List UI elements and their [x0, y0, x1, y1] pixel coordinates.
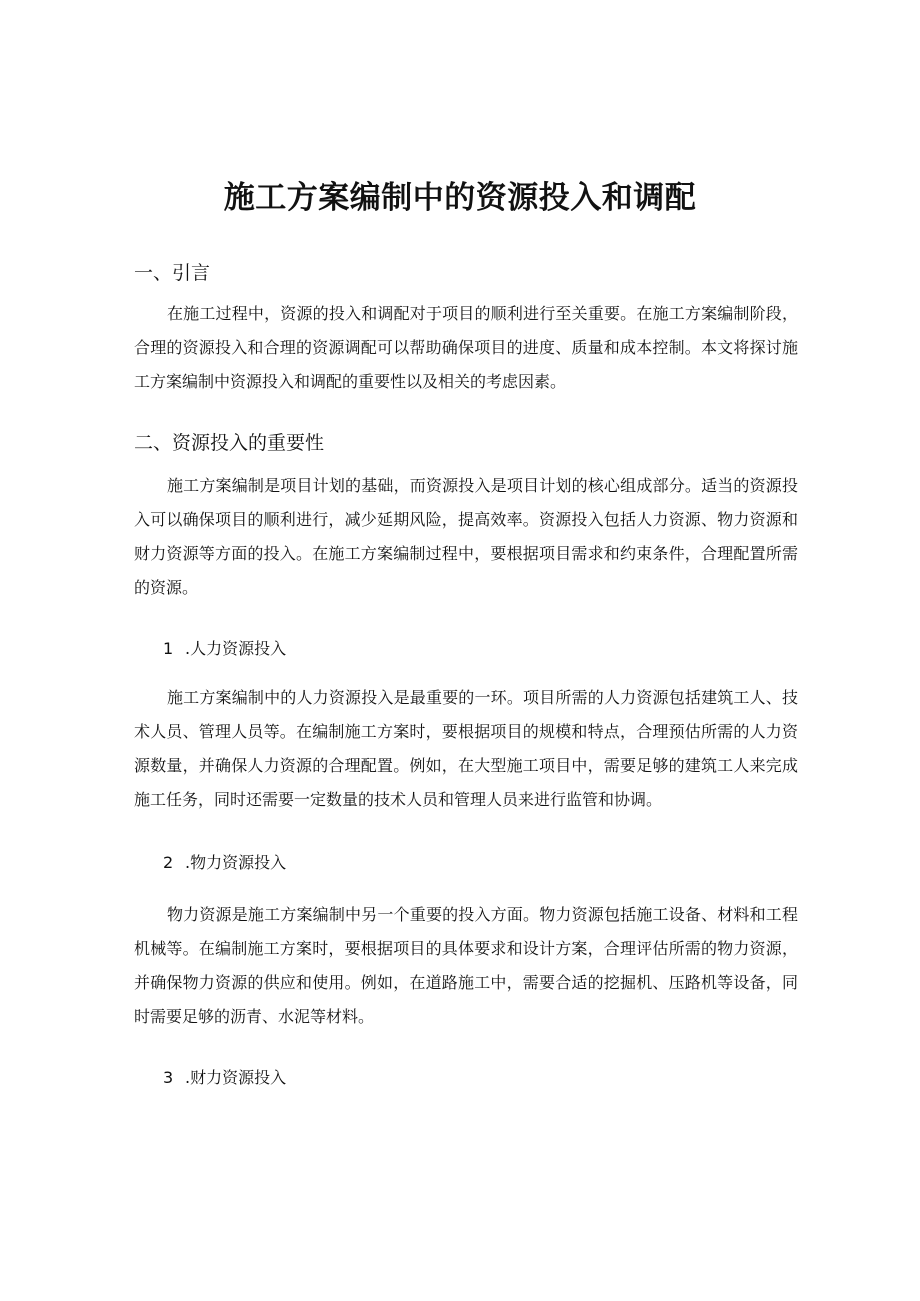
- subsection-heading-material-resources: [163, 850, 286, 873]
- introduction-paragraph: 在施工过程中，资源的投入和调配对于项目的顺利进行至关重要。在施工方案编制阶段，合理的资源投入和合理的资源调配可以帮助确保项目的进度、质量和成本控制。本文将探讨施工方案编制中资源投入和调配的重要性以及相关的考虑因素。: [134, 304, 798, 391]
- section-heading-introduction: 一、引言: [134, 262, 211, 284]
- document-title: 施工方案编制中的资源投入和调配: [223, 180, 697, 216]
- subsection-number: 1: [163, 639, 174, 658]
- subsection-label: .人力资源投入: [185, 639, 287, 658]
- human-resources-paragraph: 施工方案编制中的人力资源投入是最重要的一环。项目所需的人力资源包括建筑工人、技术人员、管理人员等。在编制施工方案时，要根据项目的规模和特点，合理预估所需的人力资源数量，并确保人力资源的合理配置。例如，在大型施工项目中，需要足够的建筑工人来完成施工任务，同时还需要一定数量的技术人员和管理人员来进行监管和协调。: [134, 688, 798, 809]
- section-heading-importance: 二、资源投入的重要性: [134, 432, 325, 454]
- subsection-label: .物力资源投入: [185, 853, 287, 872]
- importance-paragraph: 施工方案编制是项目计划的基础，而资源投入是项目计划的核心组成部分。适当的资源投入可以确保项目的顺利进行，减少延期风险，提高效率。资源投入包括人力资源、物力资源和财力资源等方面的投入。在施工方案编制过程中，要根据项目需求和约束条件，合理配置所需的资源。: [134, 476, 798, 597]
- material-resources-paragraph: 物力资源是施工方案编制中另一个重要的投入方面。物力资源包括施工设备、材料和工程机械等。在编制施工方案时，要根据项目的具体要求和设计方案，合理评估所需的物力资源，并确保物力资源的供应和使用。例如，在道路施工中，需要合适的挖掘机、压路机等设备，同时需要足够的沥青、水泥等材料。: [134, 905, 798, 1026]
- subsection-heading-human-resources: [163, 636, 286, 659]
- subsection-number: 2: [163, 853, 174, 872]
- subsection-label: .财力资源投入: [185, 1068, 287, 1087]
- subsection-number: 3: [163, 1068, 174, 1087]
- subsection-heading-financial-resources: [163, 1065, 286, 1088]
